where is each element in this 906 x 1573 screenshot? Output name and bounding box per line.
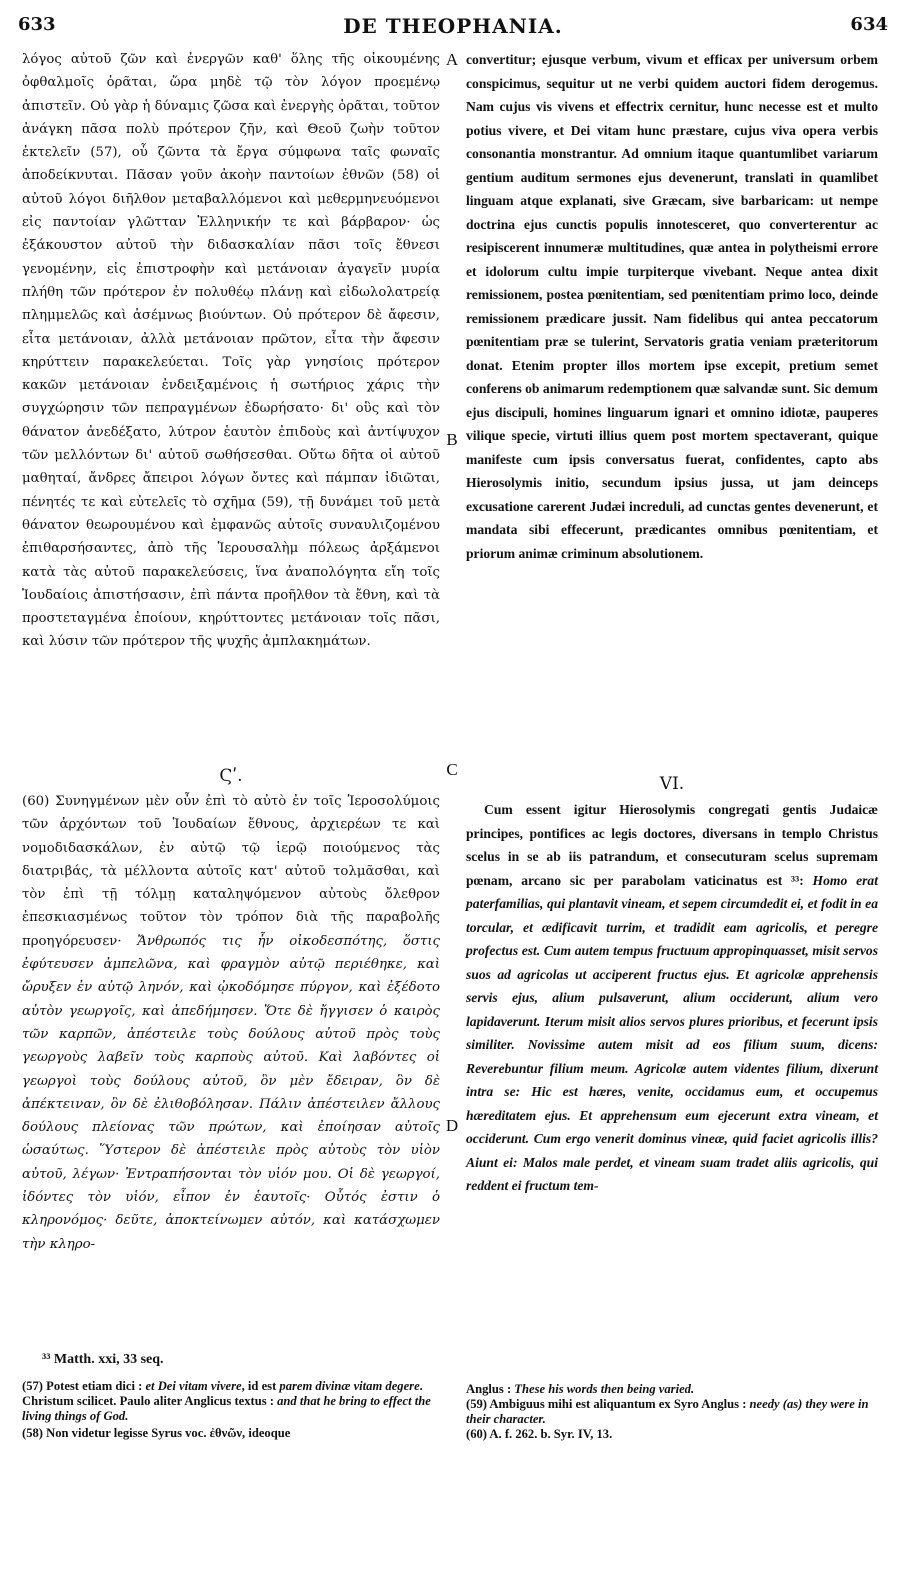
- latin-section-number: VI.: [659, 774, 685, 794]
- greek-section-number: Ϛʹ.: [219, 766, 243, 786]
- footnote-57-text-2: et Dei vitam vivere: [145, 1379, 242, 1393]
- margin-marker-b: B: [446, 430, 458, 449]
- footnote-59-text-1: (59) Ambiguus mihi est aliquantum ex Syro Anglus :: [466, 1397, 750, 1411]
- greek-column-top: [22, 48, 440, 654]
- page-header: [18, 14, 888, 40]
- footnote-59: [466, 1397, 878, 1427]
- footnote-anglus: [466, 1382, 878, 1397]
- footnotes-left: [22, 1352, 440, 1441]
- footnote-57-text-3: , id est: [241, 1379, 280, 1393]
- footnote-57-text-1: (57) Potest etiam dici :: [22, 1379, 146, 1393]
- running-title: DE THEOPHANIA.: [343, 14, 563, 38]
- footnote-scripture-ref: ³³ Matth. xxi, 33 seq.: [42, 1352, 164, 1367]
- footnote-57-text-6: and that he bring to effect the living things of God.: [22, 1394, 431, 1423]
- footnote-anglus-text: These his words then being varied.: [514, 1382, 695, 1396]
- page-number-left: 633: [18, 14, 56, 35]
- page-number-right: 634: [850, 14, 888, 35]
- latin-paragraph-2-text: Cum essent igitur Hierosolymis congregati gentis Judaicæ principes, pontifices ac legis doctores, diversans in templo Christus scelus in se ab iis patrandum, et consecuturam scelus supremam pœnam, arcano sic per parabolam vaticinatus est ³³:: [466, 802, 878, 888]
- footnote-anglus-label: Anglus :: [466, 1382, 515, 1396]
- latin-paragraph-1: convertitur; ejusque verbum, vivum et efficax per universum orbem conspicimus, sequitur ut ne verbi quidem auctori fidem derogemus. Nam cujus vis vivens et effectrix cernitur, hunc necesse est et multo potius vivere, et Dei vitam hunc præstare, cujus viva opera verbis consonantia monstrantur. Ad omnium itaque quantumlibet variarum gentium auditum sermones ejus devenerunt, translati in quamlibet linguam atque explanati, sive Græcam, sive barbaricam: ut nempe doctrina ejus cunctis populis innotesceret, quo converterentur ac resipiscerent innumeræ multitudines, quæ antea in polytheismi errore et idolorum cultu impie turpiterque vivebant. Neque antea dixit remissionem, postea pœnitentiam, sed pœnitentiam primo loco, deinde remissionem prædicare jussit. Nam fidelibus qui antea peccatorum pœnitentiam præ se tulerint, Servatoris gratia veniam præteritorum donat. Etenim propter illos mortem ipse excepit, pretium semet conferens ob animarum redemptionem quæ salvandæ sunt. Sic demum ejus discipuli, homines linguarum ignari et omnino idiotæ, pauperes vilique specie, virtuti illius quem post mortem spectaverant, quique manifeste cum ipsis conversatus fuerat, confidentes, capto abs Hierosolymis initio, secundum ipsius jussa, ut jam deinceps excusatione carerent Judæi increduli, ad cunctas gentes devenerunt, et mandata sibi effecerunt, prædicantes omnibus pœnitentiam, et priorum animæ criminum absolutionem.: [466, 52, 878, 561]
- latin-column-top: [466, 48, 878, 565]
- footnote-59-text-2: needy (as) they were in their character.: [466, 1397, 869, 1426]
- margin-marker-c: C: [446, 760, 458, 779]
- footnotes-right: [466, 1382, 878, 1442]
- latin-parable-text: Homo erat paterfamilias, qui plantavit vineam, et sepem circumdedit ei, et fodit in ea torcular, et ædificavit turrim, et tradidit eam agricolis, et peregre profectus est. Cum autem tempus fructuum appropinquasset, misit servos suos ad agricolas ut acciperent fructus ejus. Et agricolæ apprehensis servis ejus, alium pulsaverunt, alium occiderunt, alium vero lapidaverunt. Iterum misit alios servos plures prioribus, et fecerunt ipsis similiter. Novissime autem misit ad eos filium suum, dicens: Reverebuntur filium meum. Agricolæ autem videntes filium, dixerunt intra se: Hic est hæres, venite, occidamus eum, et occupemus hæreditatem ejus. Et apprehensum eum ejecerunt extra vineam, et occiderunt. Cum ergo venerit dominus vineæ, quid faciet agricolis illis? Aiunt ei: Malos male perdet, et vineam suam tradet aliis agricolis, qui reddent ei fructum tem-: [466, 872, 878, 1193]
- latin-column-bottom: [466, 774, 878, 1198]
- footnote-60: (60) A. f. 262. b. Syr. IV, 13.: [466, 1427, 613, 1441]
- greek-paragraph-1: λόγος αὐτοῦ ζῶν καὶ ἐνεργῶν καθ' ὅλης τῆς οἰκουμένης ὀφθαλμοῖς ὁρᾶται, ὥρα μηδὲ τῷ τὸν λόγον προεμένῳ ἀπιστεῖν. Οὐ γὰρ ἡ δύναμις ζῶσα καὶ ἐνεργὴς ὁρᾶται, τοῦτον ἀνάγκη πᾶσα πολὺ πρότερον ζῆν, καὶ Θεοῦ ζωὴν τοῦτον ἐκτελεῖν (57), οὗ ζῶντα τὰ ἔργα σύμφωνα ταῖς φωναῖς ἀποδείκνυται. Πᾶσαν γοῦν ἀκοὴν παντοίων ἐθνῶν (58) οἱ αὐτοῦ λόγοι διῆλθον μεταβαλλόμενοι καὶ μεθερμηνευόμενοι εἰς παντοίαν γλῶτταν Ἑλληνικήν τε καὶ βάρβαρον· ὡς ἐξάκουστον αὐτοῦ τὴν διδασκαλίαν πᾶσι τοῖς ἔθνεσι γενομένην, εἰς ἐπιστροφὴν καὶ μετάνοιαν ἀγαγεῖν μυρία πλήθη τῶν πρότερον ἐν πολυθέῳ πλάνῃ καὶ εἰδωλολατρείᾳ πλημμελῶς καὶ ἀσέμνως βιούντων. Οὐ πρότερον δὲ ἄφεσιν, εἶτα μετάνοιαν, ἀλλὰ μετάνοιαν πρῶτον, εἶτα τὴν ἄφεσιν κηρύττειν παρακελεύεται. Τοῖς γὰρ γνησίοις πρότερον κακῶν μετάνοιαν ἐνδειξαμένοις ἡ σωτήριος χάρις τὴν συγχώρησιν τῶν πεπραγμένων ἐδωρήσατο· δι' οὓς καὶ τὸν θάνατον ἀνεδέξατο, λύτρον ἑαυτὸν ἐπιδοὺς καὶ ἀντίψυχον τῶν μελλόντων δι' αὐτοῦ σωθήσεσθαι. Οὕτω δῆτα οἱ αὐτοῦ μαθηταί, ἄνδρες ἄπειροι λόγων ὄντες καὶ πάμπαν ἰδιῶται, πένητές τε καὶ εὐτελεῖς τὸ σχῆμα (59), τῇ δυνάμει τοῦ μετὰ θάνατον θεωρουμένου καὶ ἐμφανῶς αὐτοῖς συναυλιζομένου ἐπιθαρσήσαντες, ἀπὸ τῆς Ἱερουσαλὴμ πόλεως ἀρξάμενοι κατὰ τὰς αὐτοῦ παρακελεύσεις, ἵνα ἀναπολόγητα εἴη τοῖς Ἰουδαίοις ἀπιστήσασιν, ἐπὶ πάντα προῆλθον τὰ ἔθνη, καὶ τὰ προστεταγμένα ἐποίουν, κηρύττοντες μετάνοιαν τοῖς πᾶσι, καὶ λύσιν τῶν πρότερον τῆς ψυχῆς ἀμπλακημάτων.: [22, 52, 440, 650]
- greek-column-bottom: [22, 766, 440, 1256]
- footnote-57-text-5: . Christum scilicet. Paulo aliter Anglicus textus :: [22, 1379, 423, 1408]
- footnote-57: [22, 1379, 440, 1424]
- greek-parable-text: Ἄνθρωπός τις ἦν οἰκοδεσπότης, ὅστις ἐφύτευσεν ἀμπελῶνα, καὶ φραγμὸν αὐτῷ περιέθηκε, καὶ ὤρυξεν ἐν αὐτῷ ληνόν, καὶ ᾠκοδόμησε πύργον, καὶ ἐξέδοτο αὐτὸν γεωργοῖς, καὶ ἀπεδήμησεν. Ὅτε δὲ ἤγγισεν ὁ καιρὸς τῶν καρπῶν, ἀπέστειλε τοὺς δούλους αὐτοῦ πρὸς τοὺς γεωργοὺς λαβεῖν τοὺς καρποὺς αὐτοῦ. Καὶ λαβόντες οἱ γεωργοὶ τοὺς δούλους αὐτοῦ, ὃν μὲν ἔδειραν, ὃν δὲ ἀπέκτειναν, ὃν δὲ ἐλιθοβόλησαν. Πάλιν ἀπέστειλεν ἄλλους δούλους πλείονας τῶν πρώτων, καὶ ἐποίησαν αὐτοῖς ὡσαύτως. Ὕστερον δὲ ἀπέστειλε πρὸς αὐτοὺς τὸν υἱὸν αὐτοῦ, λέγων· Ἐντραπήσονται τὸν υἱόν μου. Οἱ δὲ γεωργοί, ἰδόντες τὸν υἱόν, εἶπον ἐν ἑαυτοῖς· Οὗτός ἐστιν ὁ κληρονόμος· δεῦτε, ἀποκτείνωμεν αὐτόν, καὶ κατάσχωμεν τὴν κληρο-: [22, 933, 440, 1252]
- greek-paragraph-2: [22, 790, 440, 1256]
- greek-paragraph-2-text: (60) Συνηγμένων μὲν οὖν ἐπὶ τὸ αὐτὸ ἐν τοῖς Ἱεροσολύμοις τῶν ἀρχόντων τοῦ Ἰουδαίων ἔθνους, ἀρχιερέων τε καὶ νομοδιδασκάλων, ἐν αὐτῷ τῷ ἱερῷ ποιούμενος τὰς διατριβάς, τὰ μέλλοντα αὐτοῖς κατ' αὐτοῦ τολμᾶσθαι, καὶ τὸν ἐπὶ τῇ τόλμῃ καταληψόμενον αὐτοὺς ὄλεθρον ἐπεσκιασμένως τοῦτον τὸν τρόπον διὰ τῆς παραβολῆς προηγόρευσεν·: [22, 794, 440, 949]
- latin-paragraph-2: [466, 798, 878, 1198]
- footnote-58: (58) Non videtur legisse Syrus voc. ἐθνῶν, ideoque: [22, 1426, 291, 1440]
- footnote-57-text-4: parem divinæ vitam degere: [279, 1379, 420, 1393]
- margin-marker-a: A: [445, 50, 459, 69]
- margin-marker-d: D: [445, 1116, 459, 1135]
